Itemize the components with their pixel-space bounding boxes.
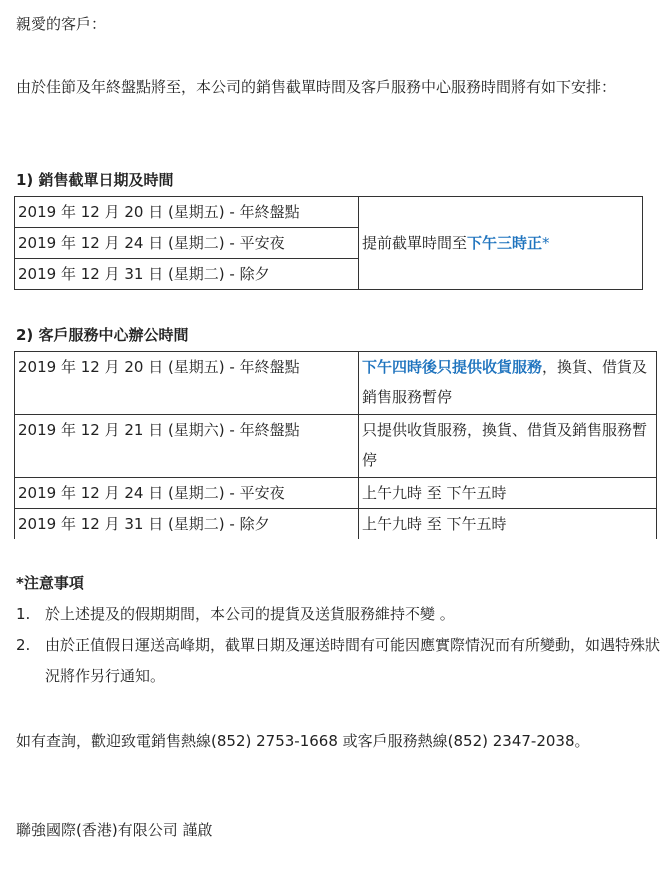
cutoff-time-cell xyxy=(359,197,643,290)
service-hours-cell: 只提供收貨服務，換貨、借貨及銷售服務暫停 xyxy=(359,415,657,478)
notes-heading: *注意事項 xyxy=(16,574,84,592)
list-item xyxy=(16,599,660,630)
section1-heading: 1) 銷售截單日期及時間 xyxy=(16,171,174,189)
cutoff-table xyxy=(14,196,643,290)
list-text: 於上述提及的假期期間，本公司的提貨及送貨服務維持不變 。 xyxy=(45,605,455,623)
list-item xyxy=(16,630,660,692)
notes-list xyxy=(16,599,660,692)
cutoff-prefix: 提前截單時間至 xyxy=(362,234,468,252)
list-number: 2. xyxy=(16,636,31,654)
service-hours-cell xyxy=(359,352,657,415)
service-hours-cell: 上午九時 至 下午五時 xyxy=(359,509,657,540)
service-date-cell: 2019 年 12 月 21 日 (星期六) - 年終盤點 xyxy=(15,415,359,478)
cutoff-date-cell: 2019 年 12 月 24 日 (星期二) - 平安夜 xyxy=(15,228,359,259)
table-row xyxy=(15,352,657,415)
service-date-cell: 2019 年 12 月 24 日 (星期二) - 平安夜 xyxy=(15,478,359,509)
cutoff-highlight: 下午三時正 xyxy=(467,234,543,252)
contact-paragraph: 如有查詢，歡迎致電銷售熱線(852) 2753-1668 或客戶服務熱線(852) 2347-2038。 xyxy=(16,732,590,750)
intro-paragraph: 由於佳節及年終盤點將至，本公司的銷售截單時間及客戶服務中心服務時間將有如下安排： xyxy=(16,78,617,96)
cutoff-date-cell: 2019 年 12 月 20 日 (星期五) - 年終盤點 xyxy=(15,197,359,228)
table-row xyxy=(15,197,643,228)
cutoff-date-cell: 2019 年 12 月 31 日 (星期二) - 除夕 xyxy=(15,259,359,290)
service-highlight: 下午四時後只提供收貨服務 xyxy=(362,358,543,376)
service-text: ，換貨、借貨及銷售服務暫停 xyxy=(362,358,648,406)
service-hours-cell: 上午九時 至 下午五時 xyxy=(359,478,657,509)
service-date-cell: 2019 年 12 月 20 日 (星期五) - 年終盤點 xyxy=(15,352,359,415)
table-row xyxy=(15,415,657,478)
list-text: 由於正值假日運送高峰期，截單日期及運送時間有可能因應實際情況而有所變動，如遇特殊狀況將作另行通知。 xyxy=(45,636,661,685)
signature: 聯強國際(香港)有限公司 謹啟 xyxy=(16,821,213,839)
section2-heading: 2) 客戶服務中心辦公時間 xyxy=(16,326,189,344)
service-hours-table xyxy=(14,351,657,539)
service-date-cell: 2019 年 12 月 31 日 (星期二) - 除夕 xyxy=(15,509,359,540)
greeting: 親愛的客戶： xyxy=(16,15,107,33)
table-row xyxy=(15,478,657,509)
list-number: 1. xyxy=(16,605,31,623)
cutoff-asterisk: * xyxy=(542,234,550,252)
table-row xyxy=(15,509,657,540)
